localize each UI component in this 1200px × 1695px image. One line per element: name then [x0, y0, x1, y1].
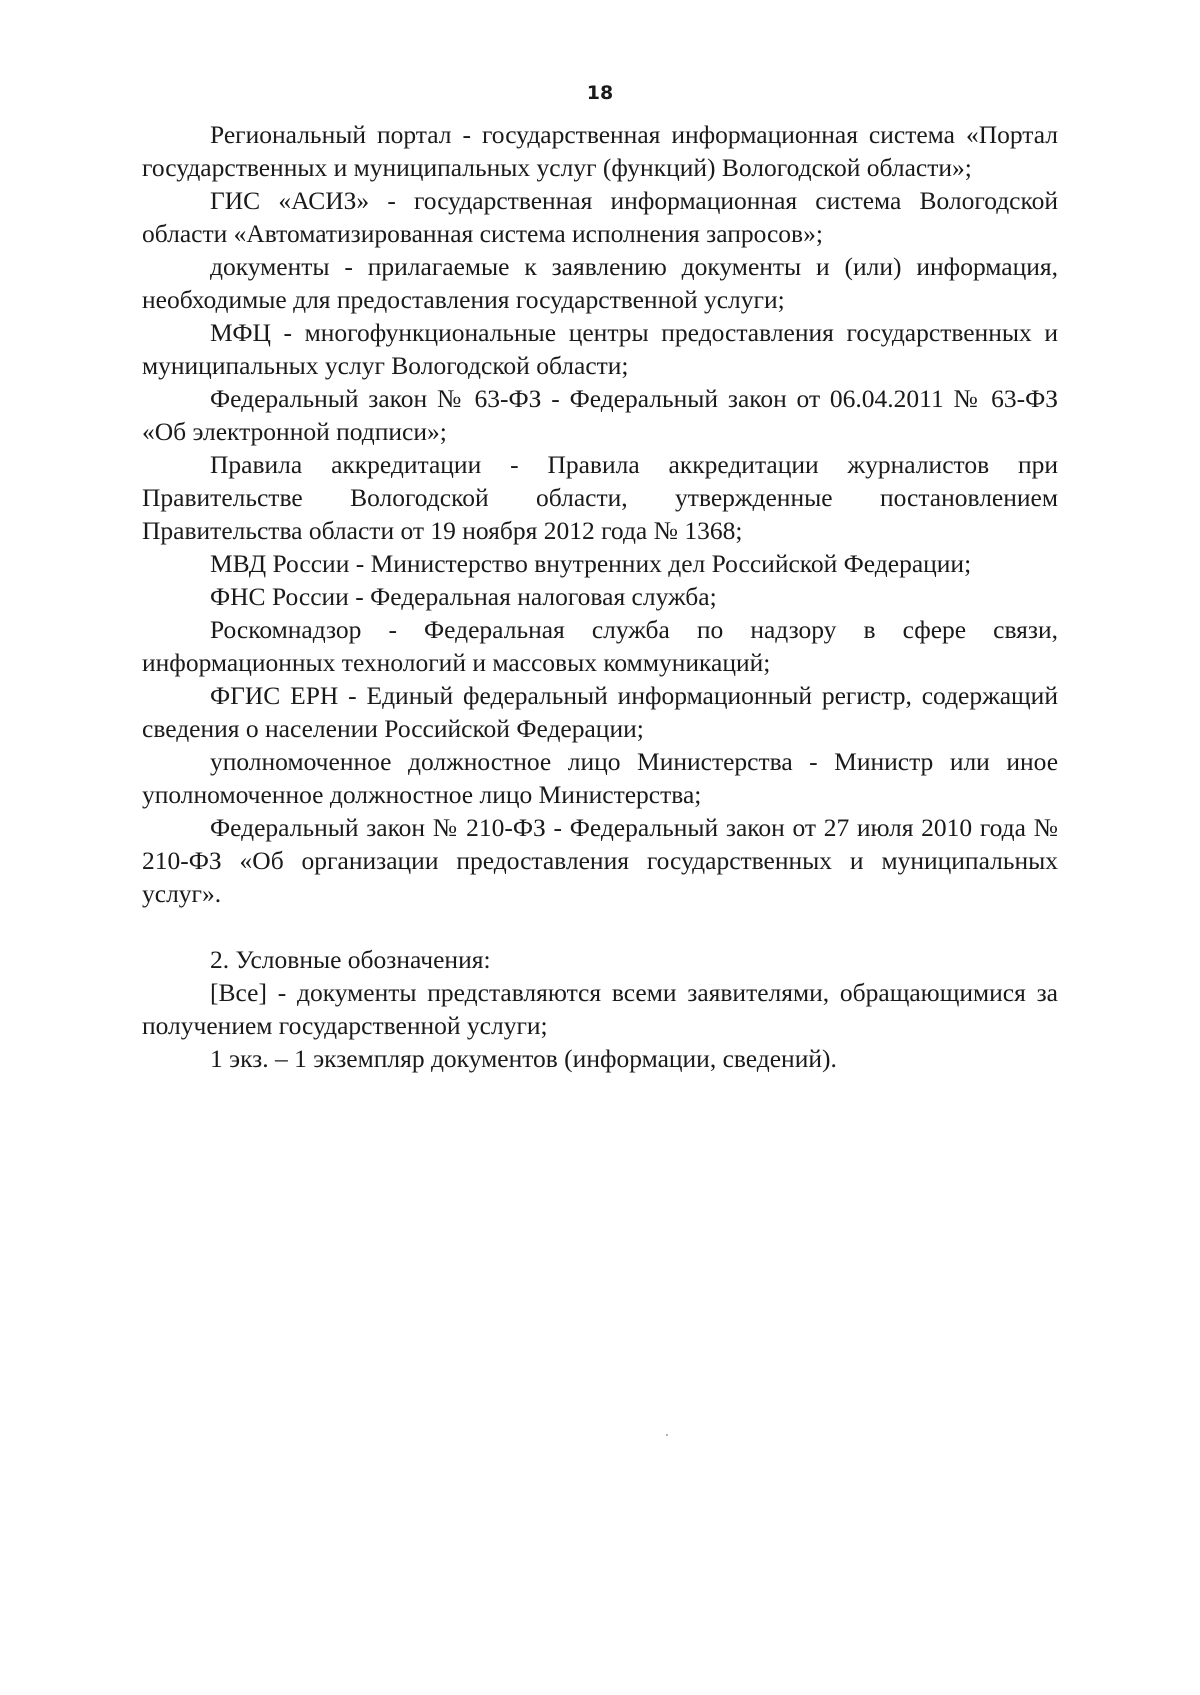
definition-text: Министр или иное уполномоченное должностное лицо Министерства; — [142, 747, 1059, 809]
definition-item: МВД России - Министерство внутренних дел Российской Федерации; — [210, 549, 972, 578]
definition-text: Федеральный закон от 06.04.2011 № 63-ФЗ «Об электронной подписи»; — [142, 384, 1059, 446]
definition-term: Роскомнадзор — [210, 615, 362, 644]
definition-text: Федеральная служба по надзору в сфере связи, информационных технологий и массовых коммуникаций; — [142, 615, 1058, 677]
definition-term: Правила аккредитации — [210, 450, 482, 479]
definition-text: Федеральный закон от 27 июля 2010 года № 210-ФЗ «Об организации предоставления государственных и муниципальных услуг». — [142, 813, 1058, 908]
section-legend — [142, 943, 1058, 1075]
definition-text: Федеральная налоговая служба; — [370, 582, 717, 611]
definitions-list — [142, 118, 1058, 910]
page-number: 18 — [586, 82, 614, 104]
definition-term: МФЦ — [210, 318, 271, 347]
definition-text: государственная информационная система «Портал государственных и муниципальных услуг (функций) Вологодской области»; — [142, 120, 1058, 182]
definition-term: МВД России — [210, 549, 350, 578]
definition-term: ФГИС ЕРН — [210, 681, 339, 710]
definition-term: Федеральный закон № 63-ФЗ — [210, 384, 542, 413]
definition-term: документы — [210, 252, 330, 281]
definition-term: Региональный портал — [210, 120, 452, 149]
definition-text: Единый федеральный информационный регистр, содержащий сведения о населении Российской Федерации; — [142, 681, 1058, 743]
definition-item: Региональный портал - государственная информационная система «Портал государственных и муниципальных услуг (функций) Вологодской области»; — [142, 120, 1058, 182]
definition-text: государственная информационная система Вологодской области «Автоматизированная система исполнения запросов»; — [142, 186, 1058, 248]
definition-text: Правила аккредитации журналистов при Правительстве Вологодской области, утвержденные постановлением Правительства области от 19 ноября 2012 года № 1368; — [142, 450, 1059, 545]
definition-item: ГИС «АСИЗ» - государственная информационная система Вологодской области «Автоматизированная система исполнения запросов»; — [142, 186, 1058, 248]
legend-item: [Все] - документы представляются всеми заявителями, обращающимися за получением государственной услуги; — [142, 978, 1058, 1040]
definition-item: документы - прилагаемые к заявлению документы и (или) информация, необходимые для предоставления государственной услуги; — [142, 252, 1058, 314]
definition-text: Министерство внутренних дел Российской Федерации; — [370, 549, 972, 578]
scan-speck — [666, 1434, 668, 1436]
definition-text: многофункциональные центры предоставления государственных и муниципальных услуг Вологодской области; — [142, 318, 1058, 380]
definition-term: ФНС России — [210, 582, 349, 611]
definition-item: уполномоченное должностное лицо Министерства - Министр или иное уполномоченное должностное лицо Министерства; — [142, 747, 1059, 809]
definition-item: Роскомнадзор - Федеральная служба по надзору в сфере связи, информационных технологий и массовых коммуникаций; — [142, 615, 1058, 677]
definition-item: Федеральный закон № 210-ФЗ - Федеральный закон от 27 июля 2010 года № 210-ФЗ «Об организации предоставления государственных и муниципальных услуг». — [142, 813, 1058, 908]
page-body — [142, 118, 1058, 1075]
definition-term: ГИС «АСИЗ» — [210, 186, 370, 215]
definition-term: Федеральный закон № 210-ФЗ — [210, 813, 546, 842]
definition-item: Правила аккредитации - Правила аккредитации журналистов при Правительстве Вологодской области, утвержденные постановлением Правительства области от 19 ноября 2012 года № 1368; — [142, 450, 1059, 545]
definition-term: уполномоченное должностное лицо Министерства — [210, 747, 793, 776]
section-heading: 2. Условные обозначения: — [210, 945, 491, 974]
definition-item: ФГИС ЕРН - Единый федеральный информационный регистр, содержащий сведения о населении Российской Федерации; — [142, 681, 1058, 743]
definition-item: МФЦ - многофункциональные центры предоставления государственных и муниципальных услуг Вологодской области; — [142, 318, 1058, 380]
definition-text: прилагаемые к заявлению документы и (или) информация, необходимые для предоставления государственной услуги; — [142, 252, 1058, 314]
legend-item: 1 экз. – 1 экземпляр документов (информации, сведений). — [210, 1044, 837, 1073]
definition-item: Федеральный закон № 63-ФЗ - Федеральный закон от 06.04.2011 № 63-ФЗ «Об электронной подписи»; — [142, 384, 1059, 446]
definition-item: ФНС России - Федеральная налоговая служба; — [210, 582, 717, 611]
